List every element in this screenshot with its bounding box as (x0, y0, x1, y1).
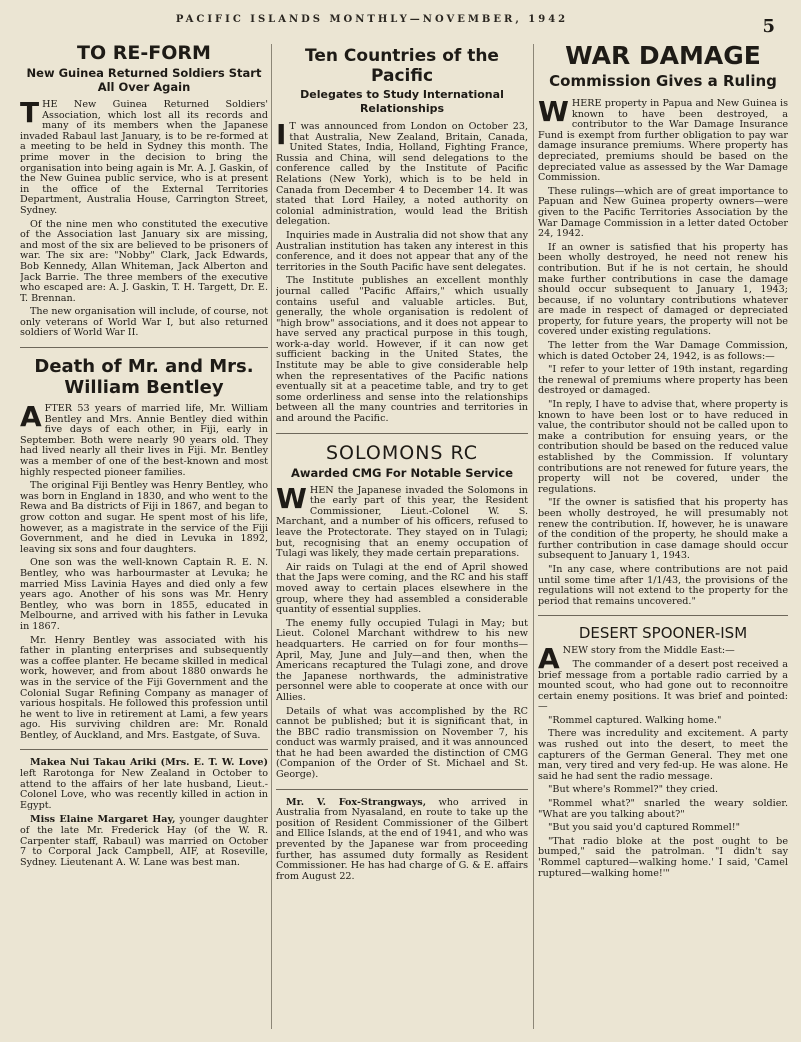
column-1 (20, 40, 268, 872)
paragraph: The letter from the War Damage Commission, which is dated October 24, 1942, is as follows:— (538, 340, 788, 362)
column-rule (533, 44, 534, 1029)
article-subtitle-solomons: Awarded CMG For Notable Service (290, 465, 514, 480)
personal-note: Mr. V. Fox-Strangways, who arrived in Australia from Nyasaland, en route to take up the position of Resident Commissioner of the Gilbert and Ellice Islands, at the end of 1941, and who was prevented by the Japanese war from proceeding further, has assumed duty formally as Resident Commissioner. He has had charge of G. & E. affairs from August 22. (276, 796, 528, 882)
article-title-bentley: Death of Mr. and Mrs. William Bentley (34, 356, 254, 399)
paragraph: AFTER 53 years of married life, Mr. William Bentley and Mrs. Annie Bentley died within five days of each other, in Fiji, early in September. Both were nearly 90 years old. They had lived nearly all their lives in Fiji. Mr. Bentley was a member of one of the best-known and most highly respected pioneer families. (20, 400, 268, 478)
paragraph: Air raids on Tulagi at the end of April showed that the Japs were coming, and the RC and his staff moved away to certain places elsewhere in the group, where they had assembled a considerable quantity of essential supplies. (276, 561, 528, 616)
drop-cap: W (538, 95, 569, 128)
drop-cap: A (538, 642, 560, 676)
paragraph: There was incredulity and excitement. A party was rushed out into the desert, to meet the capturers of the German General. They met one man, very tired and very fed-up. He was alone. He said he had sent the radio message. (538, 728, 788, 782)
paragraph: ANEW story from the Middle East:— (538, 642, 735, 676)
divider (20, 347, 268, 348)
paragraph: "But where's Rommel?" they cried. (548, 784, 719, 796)
personal-note: Makea Nui Takau Ariki (Mrs. E. T. W. Love) left Rarotonga for New Zealand in October to attend to the affairs of her late husband, Lieut.-Colonel Love, who was recently killed in action in Egypt. (20, 757, 268, 811)
paragraph: "That radio bloke at the post ought to be bumped," said the patrolman. "I didn't say 'Rommel captured—walking home.' I said, 'Camel ruptured—walking home!'" (538, 835, 788, 879)
paragraph: Inquiries made in Australia did not show that any Australian institution has taken any interest in this conference, and it does not appear that any of the territories in the South Pacific have sent delegates. (276, 229, 528, 273)
paragraph: "If the owner is satisfied that his property has been wholly destroyed, he will presumably not renew the contribution. If, however, he is unaware of the condition of the property, he should make a further contribution in case damage should occur subsequent to January 1, 1943. (538, 497, 788, 562)
paragraph: WHEN the Japanese invaded the Solomons in the early part of this year, the Resident Commissioner, Lieut.-Colonel W. S. Marchant, and a number of his officers, refused to leave the Protectorate. They stayed on in Tulagi; but, recognising that an enemy occupation of Tulagi was likely, they made certain preparations. (276, 481, 528, 560)
column-rule (271, 44, 272, 1029)
masthead: PACIFIC ISLANDS MONTHLY—NOVEMBER, 1942 (175, 14, 569, 25)
paragraph: "I refer to your letter of 19th instant, regarding the renewal of premiums where property has been destroyed or damaged. (538, 364, 788, 397)
paragraph: One son was the well-known Captain R. E. N. Bentley, who was harbourmaster at Levuka; he married Miss Lavinia Hayes and died only a few years ago. Another of his sons was Mr. Henry Bentley, who was born in 1855, educated in Melbourne, and arrived with his father in Levuka in 1867. (20, 557, 268, 632)
page-number: 5 (762, 16, 775, 37)
drop-cap: I (276, 118, 287, 151)
article-title-solomons: SOLOMONS RC (325, 441, 479, 464)
column-3 (538, 40, 788, 882)
article-title-desert: DESERT SPOONER-ISM (578, 624, 748, 643)
divider (276, 433, 528, 434)
paragraph: The original Fiji Bentley was Henry Bentley, who was born in England in 1830, and who went to the Rewa and Ba districts of Fiji in 1867, and began to grow cotton and sugar. He spent most of his life, however, as a magistrate in the service of the Fiji Government, and he died in Levuka in 1892, leaving six sons and four daughters. (20, 480, 268, 555)
divider (276, 789, 528, 790)
personal-note: Miss Elaine Margaret Hay, younger daughter of the late Mr. Frederick Hay (of the W. R. Carpenter staff, Rabaul) was married on October 7 to Corporal Jack Campbell, AIF, at Roseville, Sydney. Lieutenant A. W. Lane was best man. (20, 814, 268, 868)
paragraph: "In any case, where contributions are not paid until some time after 1/1/43, the provisions of the regulations will not extend to the property for the period that remains uncovered." (538, 563, 788, 607)
divider (538, 615, 788, 616)
article-title-pacific: Ten Countries of the Pacific (305, 46, 499, 86)
paragraph: I T was announced from London on October 23, that Australia, New Zealand, Britain, Canada, United States, India, Holland, Fighting France, Russia and China, will send delegations to the conference called by the Institute of Pacific Relations (New York), which is to be held in Canada from December 4 to December 14. It was stated that Lord Hailey, a noted authority on colonial administration, would lead the British delegation. (276, 118, 528, 228)
article-subtitle-reform: New Guinea Returned Soldiers Start All Over Again (26, 66, 262, 94)
paragraph: Of the nine men who constituted the executive of the Association last January six are missing, and most of the six are believed to be prisoners of war. The six are: "Nobby" Clark, Jack Edwards, Bob Kennedy, Allan Whiteman, Jack Alberton and Jack Barrie. The three members of the executive who escaped are: A. J. Gaskin, T. H. Targett, Dr. E. T. Brennan. (20, 218, 268, 304)
paragraph: "Rommel what?" snarled the weary soldier. "What are you talking about?" (538, 798, 788, 820)
drop-cap: T (20, 96, 40, 129)
paragraph: The enemy fully occupied Tulagi in May; but Lieut. Colonel Marchant withdrew to his new headquarters. He carried on for four months—April, May, June and July—and then, when the Americans recaptured the Tulagi zone, and drove the Japanese northwards, the administrative personnel were able to cooperate at once with our Allies. (276, 617, 528, 703)
paragraph: "But you said you'd captured Rommel!" (548, 822, 741, 834)
drop-cap: A (20, 400, 42, 434)
paragraph: "Rommel captured. Walking home." (548, 714, 722, 726)
drop-cap: W (276, 481, 307, 515)
paragraph: The commander of a desert post received a brief message from a portable radio carried by a mounted scout, who had gone out to reconnoitre certain enemy positions. It was brief and pointed:— (538, 658, 788, 713)
paragraph: The new organisation will include, of course, not only veterans of World War I, but also returned soldiers of World War II. (20, 306, 268, 339)
article-subtitle-war-damage: Commission Gives a Ruling (549, 72, 777, 90)
paragraph: Details of what was accomplished by the RC cannot be published; but it is significant that, in the BBC radio transmission on November 7, his conduct was warmly praised, and it was announced that he had been awarded the distinction of CMG (Companion of the Order of St. Michael and St. George). (276, 705, 528, 781)
paragraph: "In reply, I have to advise that, where property is known to have been lost or to have reduced in value, the contributor should not be called upon to make a contribution for ensuing years, or the contribution should be based on the reduced value established by the Commission. If voluntary contributions are not renewed for future years, the property will not be covered, under the regulations. (538, 399, 788, 495)
paragraph: WHERE property in Papua and New Guinea is known to have been destroyed, a contributor to the War Damage Insurance Fund is exempt from further obligation to pay war damage insurance premiums. Where property has depreciated, premiums should be based on the depreciated value as assessed by the War Damage Commission. (538, 95, 788, 184)
paragraph: These rulings—which are of great importance to Papuan and New Guinea property owners—were given to the Pacific Territories Association by the War Damage Commission in a letter dated October 24, 1942. (538, 185, 788, 240)
column-2 (276, 40, 528, 886)
paragraph: The Institute publishes an excellent monthly journal called "Pacific Affairs," which usually contains useful and valuable articles. But, generally, the whole organisation is redolent of "high brow" associations, and it does not appear to have served any practical purpose in this tough, work-a-day world. However, if it can now get sufficient backing in the United States, the Institute may be able to give considerable help when the representatives of the Pacific nations eventually sit at a peacetime table, and try to get some orderliness and sense into the relationships between all the many countries and territories in and around the Pacific. (276, 275, 528, 425)
paragraph: If an owner is satisfied that his property has been wholly destroyed, he need not renew his contribution. But if he is not certain, he should make further contributions in case the damage should occur subsequent to January 1, 1943; because, if no voluntary contributions whatever are made in respect of damaged or depreciated property, for future years, the property will not be covered under existing regulations. (538, 241, 788, 338)
divider (20, 749, 268, 750)
article-title-reform: TO RE-FORM (77, 42, 211, 64)
paragraph: THE New Guinea Returned Soldiers' Association, which lost all its records and many of its members when the Japanese invaded Rabaul last January, is to be re-formed at a meeting to be held in Sydney this month. The prime mover in the decision to bring the organisation into being again is Mr. A. J. Gaskin, of the New Guinea public service, who is at present in the office of the External Territories Department, Australia House, Carrington Street, Sydney. (20, 96, 268, 216)
article-subtitle-pacific: Delegates to Study International Relationships (300, 88, 504, 115)
paragraph: Mr. Henry Bentley was associated with his father in planting enterprises and subsequently was a coffee planter. He became skilled in medical work, however, and from about 1880 onwards he was in the service of the Fiji Government and the Colonial Sugar Refining Company as manager of various hospitals. He followed this profession until he went to live in retirement at Lami, a few years ago. His surviving children are: Mr. Ronald Bentley, of Auckland, and Mrs. Eastgate, of Suva. (20, 634, 268, 741)
article-title-war-damage: WAR DAMAGE (565, 41, 761, 70)
